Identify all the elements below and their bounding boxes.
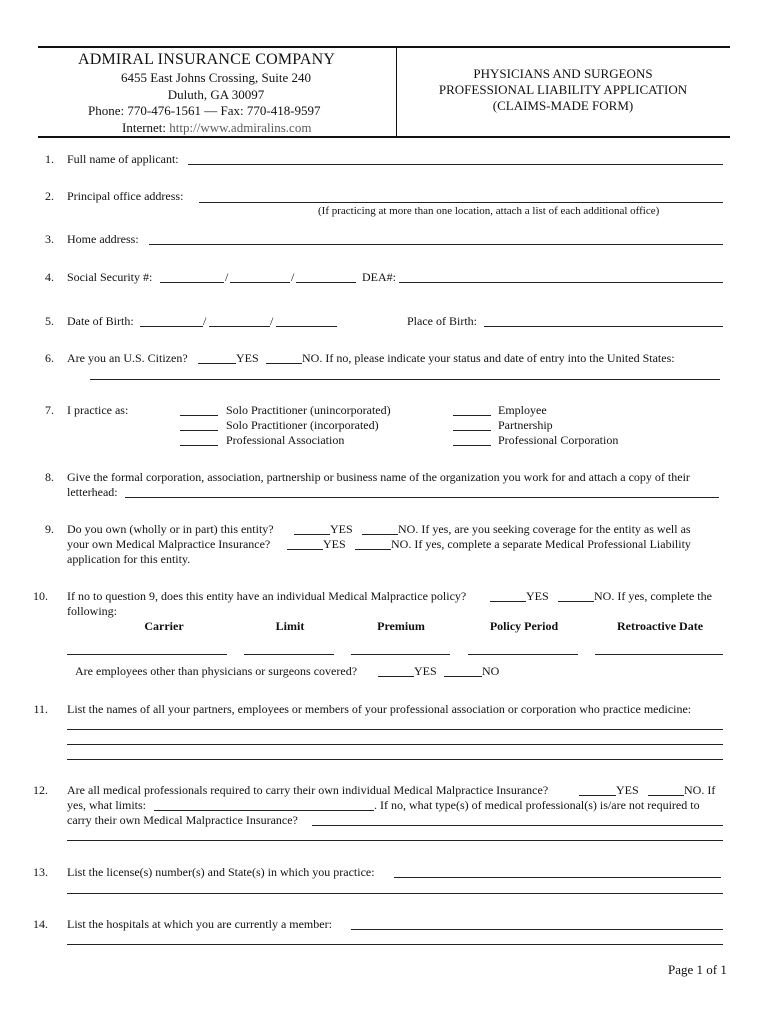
q10-employees-yes-label: YES bbox=[414, 664, 437, 678]
q8-organization-name-field[interactable] bbox=[125, 497, 719, 498]
q10-employees-question: Are employees other than physicians or surgeons covered? bbox=[75, 664, 358, 678]
q7-partnership-label: Partnership bbox=[498, 418, 553, 432]
q5-dob-month-field[interactable] bbox=[140, 326, 203, 327]
q4-dea-field[interactable] bbox=[399, 282, 723, 283]
q7-professional-corporation-field[interactable] bbox=[453, 445, 491, 446]
q6-number: 6. bbox=[45, 351, 54, 365]
q12-professional-types-field[interactable] bbox=[312, 825, 723, 826]
q2-number: 2. bbox=[45, 189, 54, 203]
q4-ssn-sep1: / bbox=[225, 270, 229, 284]
q9-line1b: NO. If yes, are you seeking coverage for the entity as well as bbox=[398, 522, 691, 536]
q3-number: 3. bbox=[45, 232, 54, 246]
q7-partnership-field[interactable] bbox=[453, 430, 491, 431]
q2-note: (If practicing at more than one location, attach a list of each additional office) bbox=[318, 205, 660, 217]
page-number: Page 1 of 1 bbox=[668, 962, 727, 977]
q3-home-address-field[interactable] bbox=[149, 244, 723, 245]
q4-ssn-part3-field[interactable] bbox=[296, 282, 356, 283]
company-address-line1: 6455 East Johns Crossing, Suite 240 bbox=[121, 70, 311, 85]
q13-license-field[interactable] bbox=[394, 877, 721, 878]
q2-label: Principal office address: bbox=[67, 189, 184, 203]
q9-line3: application for this entity. bbox=[67, 552, 191, 566]
q12-professional-types-field-line2[interactable] bbox=[67, 840, 723, 841]
q4-number: 4. bbox=[45, 270, 54, 284]
q5-place-label: Place of Birth: bbox=[407, 314, 477, 328]
q13-number: 13. bbox=[33, 865, 48, 879]
q6-label: Are you an U.S. Citizen? bbox=[67, 351, 188, 365]
q5-dob-sep1: / bbox=[203, 314, 207, 328]
q5-dob-sep2: / bbox=[270, 314, 274, 328]
q14-hospitals-field[interactable] bbox=[351, 929, 723, 930]
q7-number: 7. bbox=[45, 403, 54, 417]
q10-policy-yes-field[interactable] bbox=[490, 601, 526, 602]
q1-number: 1. bbox=[45, 152, 54, 166]
q13-license-field-line2[interactable] bbox=[67, 893, 723, 894]
q12-line1b: NO. If bbox=[684, 783, 716, 797]
q10-col-limit: Limit bbox=[275, 619, 305, 633]
q6-no-label: NO. If no, please indicate your status and date of entry into the United States: bbox=[302, 351, 675, 365]
internet-label: Internet: bbox=[122, 120, 170, 135]
q10-retroactive-date-field[interactable] bbox=[595, 654, 723, 655]
q10-policy-yes-label: YES bbox=[526, 589, 549, 603]
header-bottom-rule bbox=[38, 136, 730, 138]
q12-limits-field[interactable] bbox=[154, 810, 374, 811]
q9-own-no-field[interactable] bbox=[362, 534, 398, 535]
q10-col-carrier: Carrier bbox=[144, 619, 184, 633]
q9-coverage-no-field[interactable] bbox=[355, 549, 391, 550]
q9-coverage-yes-label: YES bbox=[323, 537, 346, 551]
q7-solo-incorporated-field[interactable] bbox=[180, 430, 218, 431]
q12-required-no-field[interactable] bbox=[648, 795, 684, 796]
q7-solo-unincorporated-label: Solo Practitioner (unincorporated) bbox=[226, 403, 391, 417]
q10-col-policy-period: Policy Period bbox=[489, 619, 559, 633]
q5-place-of-birth-field[interactable] bbox=[484, 326, 723, 327]
q4-ssn-part1-field[interactable] bbox=[160, 282, 224, 283]
q7-employee-label: Employee bbox=[498, 403, 547, 417]
q11-names-field-line1[interactable] bbox=[67, 729, 723, 730]
company-phone-fax: Phone: 770-476-1561 — Fax: 770-418-9597 bbox=[88, 103, 321, 118]
q14-hospitals-field-line2[interactable] bbox=[67, 944, 723, 945]
company-name: ADMIRAL INSURANCE COMPANY bbox=[78, 51, 336, 68]
q7-label: I practice as: bbox=[67, 403, 129, 417]
q10-policy-no-field[interactable] bbox=[558, 601, 594, 602]
q6-yes-label: YES bbox=[236, 351, 259, 365]
q4-dea-label: DEA#: bbox=[362, 270, 396, 284]
q9-number: 9. bbox=[45, 522, 54, 536]
q7-employee-field[interactable] bbox=[453, 415, 491, 416]
q10-line1a: If no to question 9, does this entity have an individual Medical Malpractice policy? bbox=[67, 589, 467, 603]
q11-names-field-line2[interactable] bbox=[67, 744, 723, 745]
q14-number: 14. bbox=[33, 917, 48, 931]
q14-label: List the hospitals at which you are currently a member: bbox=[67, 917, 332, 931]
q12-line3: carry their own Medical Malpractice Insurance? bbox=[67, 813, 298, 827]
q12-number: 12. bbox=[33, 783, 48, 797]
q1-label: Full name of applicant: bbox=[67, 152, 179, 166]
q9-own-yes-label: YES bbox=[330, 522, 353, 536]
q4-ssn-part2-field[interactable] bbox=[230, 282, 290, 283]
q6-no-field[interactable] bbox=[266, 363, 302, 364]
q10-line1b: NO. If yes, complete the bbox=[594, 589, 712, 603]
q10-line2: following: bbox=[67, 604, 117, 618]
q9-coverage-yes-field[interactable] bbox=[287, 549, 323, 550]
q13-label: List the license(s) number(s) and State(s) in which you practice: bbox=[67, 865, 375, 879]
q12-required-yes-field[interactable] bbox=[579, 795, 616, 796]
q10-employees-no-field[interactable] bbox=[444, 676, 482, 677]
q10-employees-yes-field[interactable] bbox=[378, 676, 414, 677]
q10-carrier-field[interactable] bbox=[67, 654, 227, 655]
q4-label: Social Security #: bbox=[67, 270, 153, 284]
q9-line2a: your own Medical Malpractice Insurance? bbox=[67, 537, 271, 551]
company-internet bbox=[122, 120, 311, 136]
q10-employees-no-label: NO bbox=[482, 664, 500, 678]
q10-number: 10. bbox=[33, 589, 48, 603]
q9-line2b: NO. If yes, complete a separate Medical Professional Liability bbox=[391, 537, 691, 551]
q10-limit-field[interactable] bbox=[244, 654, 334, 655]
q12-line2b: . If no, what type(s) of medical professional(s) is/are not required to bbox=[374, 798, 700, 812]
q7-solo-unincorporated-field[interactable] bbox=[180, 415, 218, 416]
q6-yes-field[interactable] bbox=[198, 363, 236, 364]
q7-professional-association-field[interactable] bbox=[180, 445, 218, 446]
q7-professional-association-label: Professional Association bbox=[226, 433, 345, 447]
q10-col-premium: Premium bbox=[377, 619, 425, 633]
q1-applicant-name-field[interactable] bbox=[188, 164, 723, 165]
q3-label: Home address: bbox=[67, 232, 139, 246]
q12-line1a: Are all medical professionals required to carry their own individual Medical Malpractice Insurance? bbox=[67, 783, 549, 797]
q5-dob-year-field[interactable] bbox=[276, 326, 337, 327]
q5-number: 5. bbox=[45, 314, 54, 328]
q5-dob-day-field[interactable] bbox=[209, 326, 270, 327]
q10-col-retroactive-date: Retroactive Date bbox=[616, 619, 704, 633]
q10-policy-period-field[interactable] bbox=[468, 654, 578, 655]
q7-professional-corporation-label: Professional Corporation bbox=[498, 433, 619, 447]
q10-premium-field[interactable] bbox=[351, 654, 450, 655]
q5-label: Date of Birth: bbox=[67, 314, 134, 328]
form-title-line2: PROFESSIONAL LIABILITY APPLICATION bbox=[438, 82, 688, 97]
q4-ssn-sep2: / bbox=[291, 270, 295, 284]
q12-line2a: yes, what limits: bbox=[67, 798, 146, 812]
q8-line2: letterhead: bbox=[67, 485, 118, 499]
form-title-line1: PHYSICIANS AND SURGEONS bbox=[473, 66, 653, 81]
q9-line1a: Do you own (wholly or in part) this entity? bbox=[67, 522, 274, 536]
q11-names-field-line3[interactable] bbox=[67, 759, 723, 760]
q8-number: 8. bbox=[45, 470, 54, 484]
header-top-rule bbox=[38, 46, 730, 48]
q12-required-yes-label: YES bbox=[616, 783, 639, 797]
q11-number: 11. bbox=[33, 702, 48, 716]
company-website-link[interactable]: http://www.admiralins.com bbox=[169, 120, 312, 135]
company-address-line2: Duluth, GA 30097 bbox=[167, 87, 265, 102]
q2-office-address-field[interactable] bbox=[199, 202, 723, 203]
form-title-line3: (CLAIMS-MADE FORM) bbox=[492, 98, 634, 113]
q9-own-yes-field[interactable] bbox=[294, 534, 330, 535]
q6-status-field[interactable] bbox=[90, 379, 720, 380]
q11-label: List the names of all your partners, employees or members of your professional association or corporation who practice medicine: bbox=[67, 702, 692, 716]
q8-line1: Give the formal corporation, association, partnership or business name of the organization you work for and attach a copy of their bbox=[67, 470, 690, 484]
q7-solo-incorporated-label: Solo Practitioner (incorporated) bbox=[226, 418, 379, 432]
